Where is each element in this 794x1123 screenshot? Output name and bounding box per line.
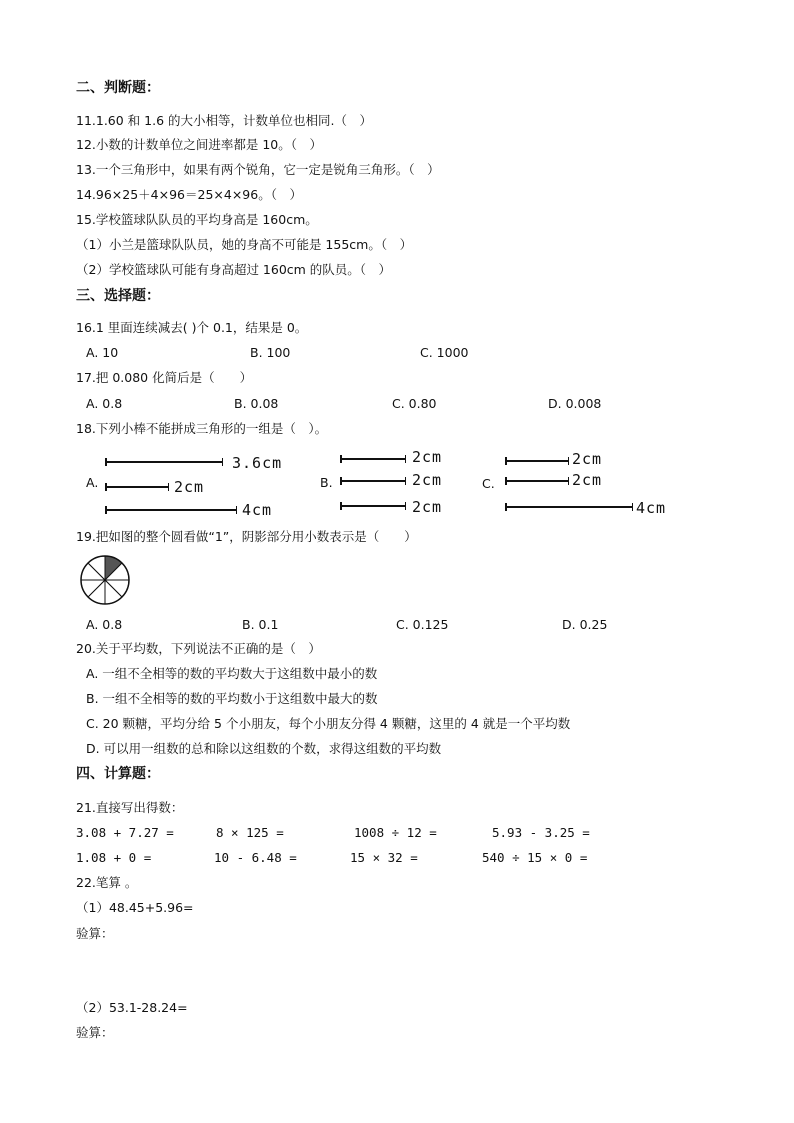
q16-option-a: A. 10 (86, 345, 119, 360)
q21-r2-c2: 10 - 6.48 = (214, 850, 297, 865)
q22-part-1: （1）48.45+5.96= (76, 900, 194, 915)
q18-c-stick-3-length: 4cm (636, 499, 667, 517)
q18-option-b-label: B. (320, 475, 333, 490)
q18-option-a-label: A. (86, 475, 99, 490)
q18-c-stick-3 (505, 506, 633, 508)
section-judge-heading: 二、判断题： (76, 80, 160, 96)
q21-r1-c1: 3.08 + 7.27 = (76, 825, 174, 840)
q18-c-stick-1 (505, 460, 569, 462)
q17-option-c: C. 0.80 (392, 396, 437, 411)
q16-option-b: B. 100 (250, 345, 291, 360)
q17-option-d: D. 0.008 (548, 396, 602, 411)
question-12: 12.小数的计数单位之间进率都是 10。（ ） (76, 137, 323, 152)
q18-option-c-label: C. (482, 476, 495, 491)
q19-circle-figure (78, 553, 132, 607)
q22-check-1: 验算： (76, 926, 114, 941)
q21-r2-c4: 540 ÷ 15 × 0 = (482, 850, 588, 865)
question-20: 20.关于平均数，下列说法不正确的是（ ） (76, 641, 321, 656)
question-15: 15.学校篮球队队员的平均身高是 160cm。 (76, 212, 318, 227)
q18-a-stick-2 (105, 486, 169, 488)
q18-b-stick-2-length: 2cm (412, 471, 443, 489)
q18-b-stick-1-length: 2cm (412, 448, 443, 466)
q21-r2-c1: 1.08 + 0 = (76, 850, 152, 865)
q19-option-d: D. 0.25 (562, 617, 608, 632)
q21-r1-c3: 1008 ÷ 12 = (354, 825, 437, 840)
question-18: 18.下列小棒不能拼成三角形的一组是（ ）。 (76, 421, 328, 436)
q18-b-stick-3-length: 2cm (412, 498, 443, 516)
q19-option-c: C. 0.125 (396, 617, 449, 632)
q18-c-stick-1-length: 2cm (572, 450, 603, 468)
question-14: 14.96×25＋4×96＝25×4×96。（ ） (76, 187, 302, 202)
q20-option-b: B. 一组不全相等的数的平均数小于这组数中最大的数 (86, 691, 378, 706)
q18-a-stick-3-length: 4cm (242, 501, 273, 519)
eighths-circle-diagram (78, 553, 132, 607)
q17-option-a: A. 0.8 (86, 396, 123, 411)
q21-r1-c4: 5.93 - 3.25 = (492, 825, 590, 840)
q20-option-d: D. 可以用一组数的总和除以这组数的个数，求得这组数的平均数 (86, 741, 442, 756)
q21-r2-c3: 15 × 32 = (350, 850, 418, 865)
question-21: 21.直接写出得数： (76, 800, 184, 815)
question-17: 17.把 0.080 化简后是（ ） (76, 370, 253, 385)
q18-c-stick-2-length: 2cm (572, 471, 603, 489)
q19-option-b: B. 0.1 (242, 617, 279, 632)
question-15-part-2: （2）学校篮球队可能有身高超过 160cm 的队员。（ ） (76, 262, 392, 277)
q18-b-stick-2 (340, 480, 406, 482)
q18-b-stick-1 (340, 458, 406, 460)
question-13: 13.一个三角形中，如果有两个锐角，它一定是锐角三角形。（ ） (76, 162, 440, 177)
question-22: 22.笔算 。 (76, 875, 138, 890)
q19-option-a: A. 0.8 (86, 617, 123, 632)
q22-check-2: 验算： (76, 1025, 114, 1040)
q22-part-2: （2）53.1-28.24= (76, 1000, 188, 1015)
question-19: 19.把如图的整个圆看做“1”，阴影部分用小数表示是（ ） (76, 529, 417, 544)
q18-a-stick-3 (105, 509, 237, 511)
q20-option-c: C. 20 颗糖，平均分给 5 个小朋友，每个小朋友分得 4 颗糖，这里的 4 就是一个平均数 (86, 716, 571, 731)
q18-c-stick-2 (505, 480, 569, 482)
q18-a-stick-2-length: 2cm (174, 478, 205, 496)
section-choice-heading: 三、选择题： (76, 288, 160, 304)
q20-option-a: A. 一组不全相等的数的平均数大于这组数中最小的数 (86, 666, 378, 681)
q18-b-stick-3 (340, 505, 406, 507)
q21-r1-c2: 8 × 125 = (216, 825, 284, 840)
question-11: 11.1.60 和 1.6 的大小相等，计数单位也相同.（ ） (76, 113, 372, 128)
question-15-part-1: （1）小兰是篮球队队员，她的身高不可能是 155cm。（ ） (76, 237, 413, 252)
question-16: 16.1 里面连续减去( )个 0.1，结果是 0。 (76, 320, 308, 335)
q16-option-c: C. 1000 (420, 345, 469, 360)
q18-a-stick-1 (105, 461, 223, 463)
q18-a-stick-1-length: 3.6cm (232, 454, 283, 472)
section-calc-heading: 四、计算题： (76, 766, 160, 782)
q17-option-b: B. 0.08 (234, 396, 279, 411)
